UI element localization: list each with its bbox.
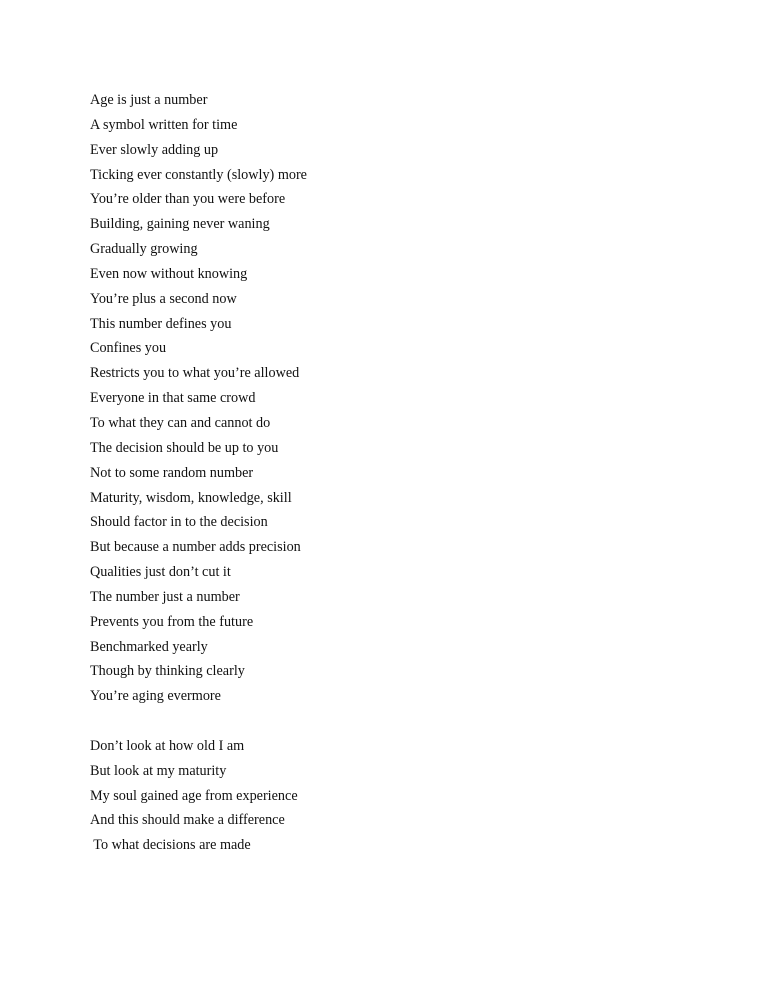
poem-line: This number defines you [90,315,232,332]
poem-line: Restricts you to what you’re allowed [90,365,300,382]
poem-line: You’re older than you were before [90,191,286,208]
stanza-break [90,709,710,734]
poem-line: You’re plus a second now [90,290,237,307]
poem-line: Prevents you from the future [90,613,254,630]
poem-line: Building, gaining never waning [90,216,270,233]
poem-line: Gradually growing [90,241,198,258]
poem-line: Confines you [90,340,167,357]
poem-line: The decision should be up to you [90,439,279,456]
poem-line: But look at my maturity [90,762,227,779]
poem [90,88,710,858]
poem-line: Don’t look at how old I am [90,737,245,754]
poem-line: Should factor in to the decision [90,514,268,531]
poem-line: Ever slowly adding up [90,141,219,158]
poem-line: My soul gained age from experience [90,787,298,804]
poem-line: Even now without knowing [90,265,248,282]
poem-line: Not to some random number [90,464,254,481]
poem-line: Maturity, wisdom, knowledge, skill [90,489,292,506]
stanza-2 [90,734,710,858]
poem-line: You’re aging evermore [90,688,221,705]
poem-line: A symbol written for time [90,116,238,133]
poem-line: The number just a number [90,588,240,605]
poem-line: And this should make a difference [90,812,285,829]
poem-line: To what decisions are made [90,837,251,854]
poem-line: Benchmarked yearly [90,638,208,655]
poem-line: Though by thinking clearly [90,663,245,680]
poem-line: Ticking ever constantly (slowly) more [90,166,307,183]
poem-line: Age is just a number [90,92,208,108]
poem-line: Qualities just don’t cut it [90,564,231,581]
poem-line: But because a number adds precision [90,539,301,556]
stanza-1 [90,88,710,709]
poem-line: Everyone in that same crowd [90,390,256,407]
poem-line: To what they can and cannot do [90,414,271,431]
